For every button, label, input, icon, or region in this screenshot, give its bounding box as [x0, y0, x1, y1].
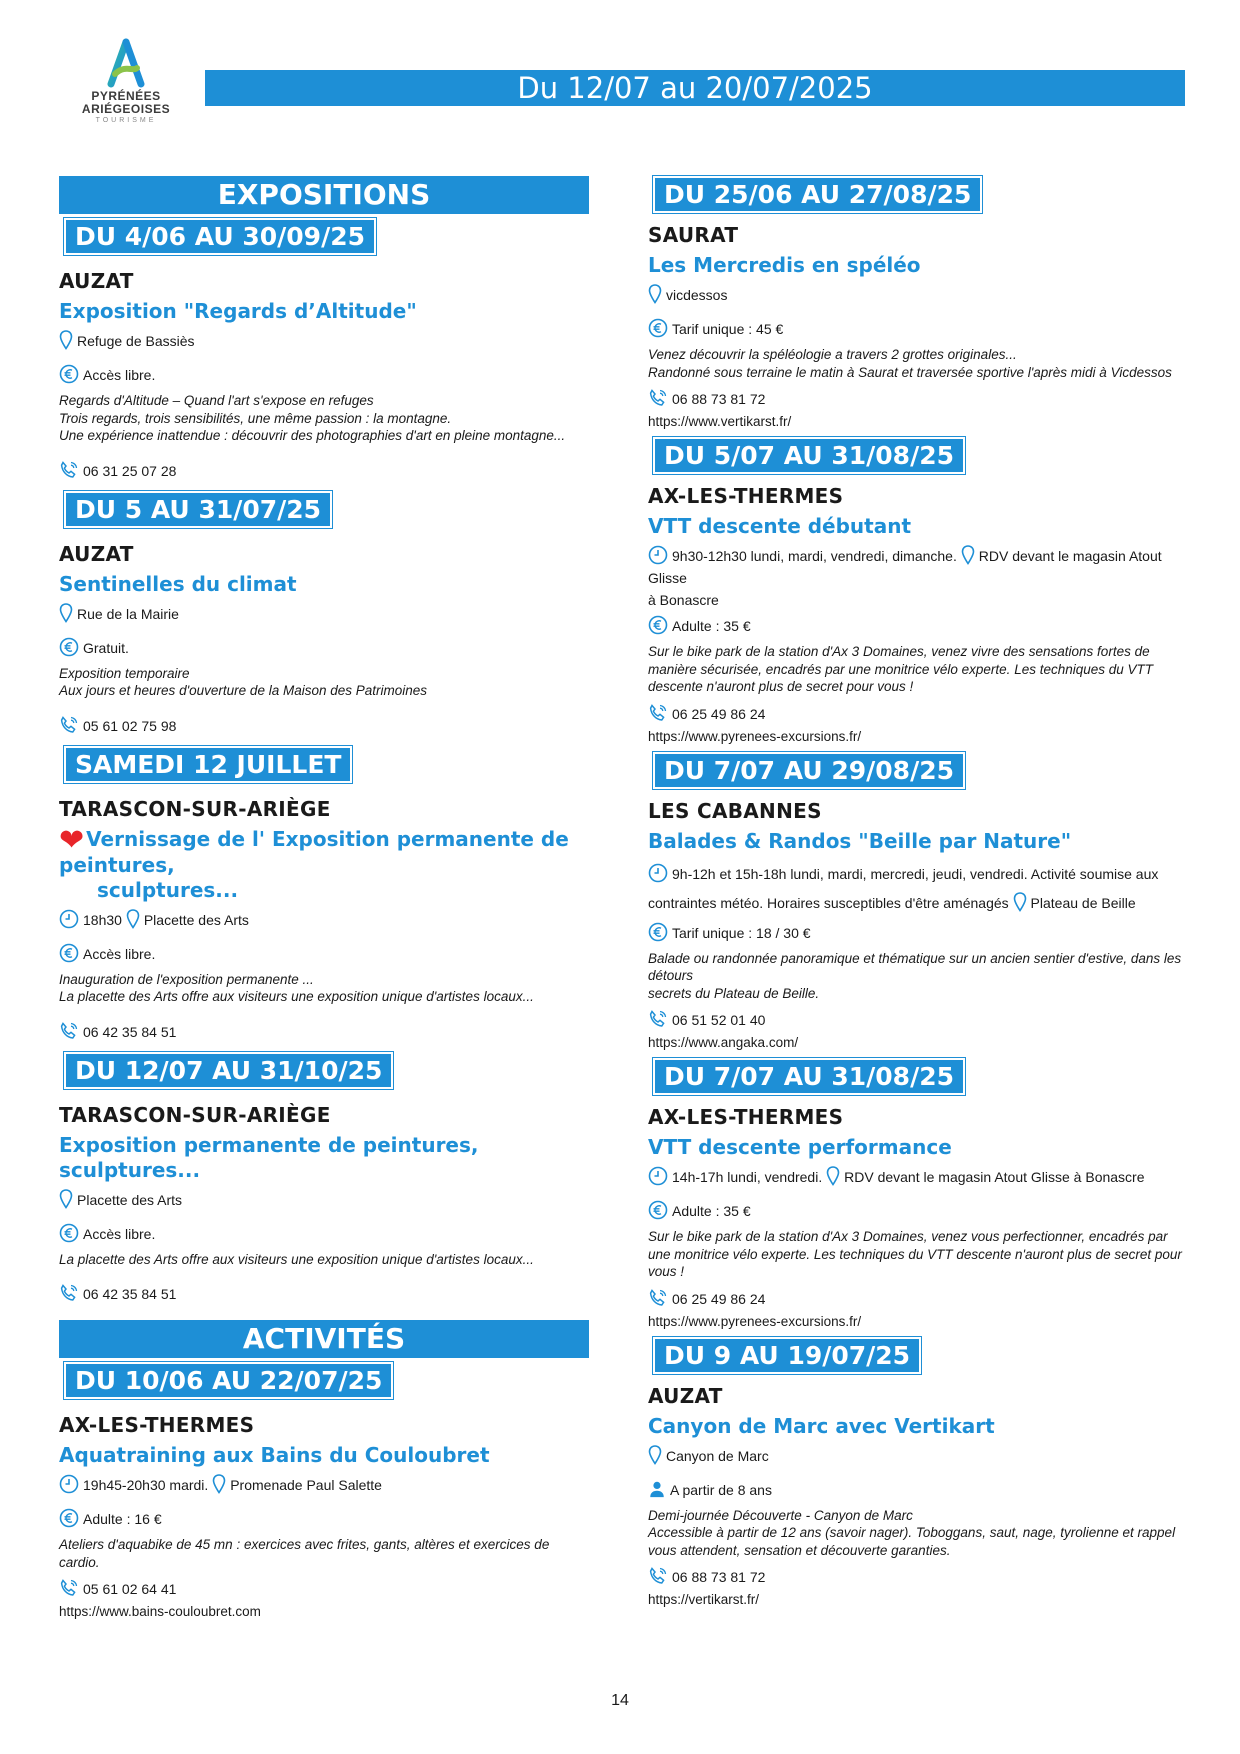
desc-line: Une expérience inattendue : découvrir des photographies d'art en pleine montagne...: [59, 428, 566, 443]
event-city: AX-LES-THERMES: [59, 1413, 255, 1437]
event-city: LES CABANNES: [648, 798, 822, 823]
event-title[interactable]: Sentinelles du climat: [59, 571, 297, 596]
location-text: Placette des Arts: [77, 1191, 183, 1208]
euro-icon: [59, 1508, 79, 1528]
event-url-link[interactable]: https://vertikarst.fr/: [648, 1592, 760, 1607]
location-text: vicdessos: [666, 287, 728, 303]
location-pin-icon: [59, 603, 73, 623]
event-url-link[interactable]: https://www.pyrenees-excursions.fr/: [648, 728, 862, 744]
event-location: [648, 284, 1188, 314]
event-time-location: [648, 860, 1188, 918]
age-text: A partir de 8 ans: [670, 1481, 772, 1498]
event-phone[interactable]: [648, 387, 1188, 411]
section-title-expositions: EXPOSITIONS: [59, 176, 589, 214]
location-pin-icon: [212, 1474, 226, 1494]
event-price: [59, 1504, 589, 1534]
event-date: DU 7/07 AU 31/08/25: [653, 1058, 965, 1095]
event-description: [648, 1228, 1188, 1281]
event-card: [59, 218, 589, 483]
person-icon: [648, 1479, 666, 1499]
event-card: [648, 752, 1188, 1055]
location-pin-icon: [648, 284, 662, 304]
event-price: [59, 360, 589, 390]
event-url-link[interactable]: https://www.bains-couloubret.com: [59, 1604, 261, 1619]
event-date: DU 7/07 AU 29/08/25: [653, 752, 965, 789]
time-text: 19h45-20h30 mardi.: [83, 1477, 209, 1493]
event-card: [59, 491, 589, 738]
location-text: Promenade Paul Salette: [230, 1477, 382, 1493]
event-card: [59, 1362, 589, 1623]
location-text: Refuge de Bassiès: [77, 333, 195, 349]
phone-text: 06 88 73 81 72: [672, 1569, 766, 1585]
event-city: TARASCON-SUR-ARIÈGE: [59, 796, 331, 821]
brand-logo: [66, 38, 186, 126]
event-title[interactable]: Canyon de Marc avec Vertikart: [648, 1413, 995, 1438]
event-time-location: [59, 1474, 589, 1504]
phone-icon: [648, 1288, 668, 1308]
event-phone[interactable]: [59, 1020, 589, 1044]
event-card: [648, 437, 1188, 748]
clock-icon: [648, 1166, 668, 1186]
desc-line: Sur le bike park de la station d'Ax 3 Domaines, venez vivre des sensations fortes de manière sécurisée, encadrés par une monitrice vélo experte. Les techniques du VTT descente n'auront plus de secret pour vous !: [648, 644, 1154, 694]
event-price: [648, 314, 1188, 344]
euro-icon: [648, 922, 668, 942]
event-location: [59, 603, 589, 633]
event-date: DU 5/07 AU 31/08/25: [653, 437, 965, 474]
event-age: [648, 1475, 1188, 1505]
event-price: [648, 611, 1188, 641]
event-phone[interactable]: [59, 1282, 589, 1306]
desc-line: Aux jours et heures d'ouverture de la Maison des Patrimoines: [59, 683, 428, 698]
price-text: Adulte : 16 €: [83, 1511, 162, 1527]
event-description: [648, 346, 1188, 381]
event-description: [59, 392, 589, 445]
desc-line: Ateliers d'aquabike de 45 mn : exercices avec frites, gants, altères et exercices de cardio.: [59, 1537, 550, 1570]
event-description: [59, 1536, 589, 1571]
event-time-location: [648, 545, 1188, 611]
event-description: [59, 1251, 589, 1269]
event-card: [648, 176, 1188, 433]
section-title-activites: ACTIVITÉS: [59, 1320, 589, 1358]
event-date: DU 9 AU 19/07/25: [653, 1337, 921, 1374]
phone-icon: [59, 460, 79, 480]
event-date: DU 12/07 AU 31/10/25: [64, 1052, 393, 1089]
price-text: Accès libre.: [83, 1225, 156, 1242]
event-city: AUZAT: [648, 1383, 723, 1408]
phone-text: 05 61 02 75 98: [83, 717, 177, 734]
location-text: RDV devant le magasin Atout Glisse à Bonascre: [844, 1169, 1145, 1185]
title-line2: sculptures...: [97, 877, 239, 902]
desc-line: Sur le bike park de la station d'Ax 3 Domaines, venez vous perfectionner, encadrés par une monitrice vélo experte. Les techniques du VTT descente n'auront plus de secret pour vous !: [648, 1229, 1182, 1279]
euro-icon: [648, 318, 668, 338]
event-date: DU 10/06 AU 22/07/25: [64, 1362, 393, 1399]
phone-text: 06 25 49 86 24: [672, 705, 766, 722]
event-phone[interactable]: [59, 1577, 589, 1601]
page-number: 14: [611, 1692, 629, 1709]
price-text: Gratuit.: [83, 639, 129, 656]
left-column: [59, 176, 589, 1623]
location-text: Rue de la Mairie: [77, 605, 179, 622]
event-time-location: [648, 1166, 1188, 1196]
event-phone[interactable]: [59, 459, 589, 483]
phone-text: 06 42 35 84 51: [83, 1286, 177, 1302]
desc-line: Venez découvrir la spéléologie a travers 2 grottes originales...: [648, 347, 1017, 362]
location-pin-icon: [59, 330, 73, 350]
euro-icon: [648, 1200, 668, 1220]
event-card: [648, 1337, 1188, 1612]
price-text: Tarif unique : 45 €: [672, 321, 784, 337]
right-column: [648, 176, 1188, 1611]
event-title[interactable]: VTT descente performance: [648, 1135, 952, 1159]
phone-icon: [59, 1578, 79, 1598]
price-text: Accès libre.: [83, 945, 156, 962]
heart-icon: ❤: [59, 822, 85, 858]
location-text: Placette des Arts: [143, 911, 249, 928]
event-city: AUZAT: [59, 541, 134, 566]
location-text: Canyon de Marc: [666, 1447, 769, 1464]
phone-text: 06 88 73 81 72: [672, 391, 766, 407]
time-text-cont: contraintes météo. Horaires susceptibles d'être aménagés: [648, 894, 1009, 911]
phone-icon: [59, 1021, 79, 1041]
event-title[interactable]: VTT descente débutant: [648, 514, 912, 538]
event-price: [59, 939, 589, 969]
phone-icon: [59, 715, 79, 735]
logo-text-line2: ARIÉGEOISES: [81, 102, 171, 116]
event-phone[interactable]: [648, 1287, 1188, 1311]
phone-text: 06 42 35 84 51: [83, 1023, 177, 1040]
event-description: [648, 1507, 1188, 1560]
desc-line: secrets du Plateau de Beille.: [648, 985, 820, 1001]
clock-icon: [59, 909, 79, 929]
logo-text-line1: PYRÉNÉES: [91, 89, 161, 103]
phone-icon: [648, 388, 668, 408]
location-pin-icon: [961, 545, 975, 565]
location-pin-icon: [59, 1189, 73, 1209]
time-text: 9h30-12h30 lundi, mardi, vendredi, dimanche.: [672, 548, 957, 564]
event-time-location: [59, 909, 589, 939]
clock-icon: [59, 1474, 79, 1494]
event-location: [648, 1445, 1188, 1475]
price-text: Adulte : 35 €: [672, 1203, 751, 1219]
event-url-link[interactable]: https://www.pyrenees-excursions.fr/: [648, 1313, 862, 1329]
event-phone[interactable]: [648, 1008, 1188, 1032]
price-text: Tarif unique : 18 / 30 €: [672, 924, 811, 941]
event-description: [59, 971, 589, 1006]
desc-line: Trois regards, trois sensibilités, une même passion : la montagne.: [59, 410, 452, 426]
desc-line: La placette des Arts offre aux visiteurs une exposition unique d'artistes locaux...: [59, 989, 534, 1004]
desc-line: Exposition temporaire: [59, 665, 190, 681]
phone-icon: [648, 1009, 668, 1029]
desc-line: Regards d'Altitude – Quand l'art s'expose en refuges: [59, 393, 374, 408]
event-city: AX-LES-THERMES: [648, 1105, 844, 1129]
desc-line: Randonné sous terraine le matin à Saurat et traversée sportive l'après midi à Vicdessos: [648, 364, 1172, 380]
event-phone[interactable]: [59, 714, 589, 738]
event-card: [59, 1052, 589, 1307]
event-date: DU 25/06 AU 27/08/25: [653, 176, 982, 213]
event-phone[interactable]: [648, 702, 1188, 726]
euro-icon: [59, 943, 79, 963]
location-text: RDV devant le magasin Atout Glisse: [648, 548, 1162, 586]
event-title[interactable]: [59, 822, 589, 903]
phone-text: 06 51 52 01 40: [672, 1012, 766, 1028]
phone-text: 06 25 49 86 24: [672, 1290, 766, 1307]
event-city: SAURAT: [648, 223, 739, 247]
event-phone[interactable]: [648, 1565, 1188, 1589]
event-title[interactable]: Balades & Randos "Beille par Nature": [648, 828, 1072, 853]
euro-icon: [59, 1223, 79, 1243]
event-description: [648, 643, 1188, 696]
event-city: AX-LES-THERMES: [648, 484, 844, 508]
time-text: 9h-12h et 15h-18h lundi, mardi, mercredi, jeudi, vendredi. Activité soumise aux: [672, 865, 1159, 882]
event-price: [59, 1219, 589, 1249]
event-date: DU 5 AU 31/07/25: [64, 491, 332, 528]
price-text: Accès libre.: [83, 367, 156, 383]
event-date: DU 4/06 AU 30/09/25: [64, 218, 376, 255]
price-text: Adulte : 35 €: [672, 618, 751, 634]
event-title[interactable]: Exposition "Regards d’Altitude": [59, 299, 417, 323]
time-text: 14h-17h lundi, vendredi.: [672, 1169, 823, 1185]
event-title[interactable]: Les Mercredis en spéléo: [648, 253, 921, 277]
desc-line: Inauguration de l'exposition permanente ...: [59, 971, 314, 987]
event-description: [648, 950, 1188, 1003]
location-text: Plateau de Beille: [1030, 894, 1136, 911]
location-pin-icon: [826, 1166, 840, 1186]
event-location: [59, 1189, 589, 1219]
logo-text-line3: TOURISME: [95, 117, 157, 124]
event-price: [648, 1196, 1188, 1226]
clock-icon: [648, 863, 668, 883]
phone-icon: [648, 1566, 668, 1586]
euro-icon: [59, 364, 79, 384]
clock-icon: [648, 545, 668, 565]
location-text-cont: à Bonascre: [648, 592, 719, 608]
date-range-banner: Du 12/07 au 20/07/2025: [205, 70, 1185, 106]
location-pin-icon: [1013, 892, 1027, 912]
phone-icon: [59, 1283, 79, 1303]
desc-line: Balade ou randonnée panoramique et thématique sur un ancien sentier d'estive, dans les détours: [648, 950, 1182, 983]
event-description: [59, 665, 589, 700]
desc-line: La placette des Arts offre aux visiteurs une exposition unique d'artistes locaux...: [59, 1251, 534, 1267]
event-card: [59, 746, 589, 1044]
event-price: [648, 918, 1188, 948]
logo-mark-icon: [103, 38, 149, 90]
location-pin-icon: [648, 1445, 662, 1465]
event-card: [648, 1058, 1188, 1333]
event-city: AUZAT: [59, 269, 134, 293]
event-price: [59, 633, 589, 663]
event-url-link[interactable]: https://www.angaka.com/: [648, 1035, 799, 1050]
event-title[interactable]: Aquatraining aux Bains du Couloubret: [59, 1443, 490, 1467]
event-title[interactable]: Exposition permanente de peintures, sculptures...: [59, 1132, 479, 1182]
euro-icon: [59, 637, 79, 657]
desc-line: Accessible à partir de 12 ans (savoir nager). Toboggans, saut, nage, tyrolienne et rappel vous attendent, sensation et découverte garanties.: [648, 1525, 1176, 1558]
title-line1: Vernissage de l' Exposition permanente de peintures,: [59, 826, 569, 877]
event-url-link[interactable]: https://www.vertikarst.fr/: [648, 414, 792, 429]
event-city: TARASCON-SUR-ARIÈGE: [59, 1102, 331, 1127]
phone-icon: [648, 703, 668, 723]
phone-text: 06 31 25 07 28: [83, 462, 177, 479]
event-date: SAMEDI 12 JUILLET: [64, 746, 352, 783]
location-pin-icon: [126, 909, 140, 929]
time-text: 18h30: [83, 911, 122, 928]
euro-icon: [648, 615, 668, 635]
phone-text: 05 61 02 64 41: [83, 1581, 177, 1597]
desc-line: Demi-journée Découverte - Canyon de Marc: [648, 1507, 913, 1523]
event-location: [59, 330, 589, 360]
